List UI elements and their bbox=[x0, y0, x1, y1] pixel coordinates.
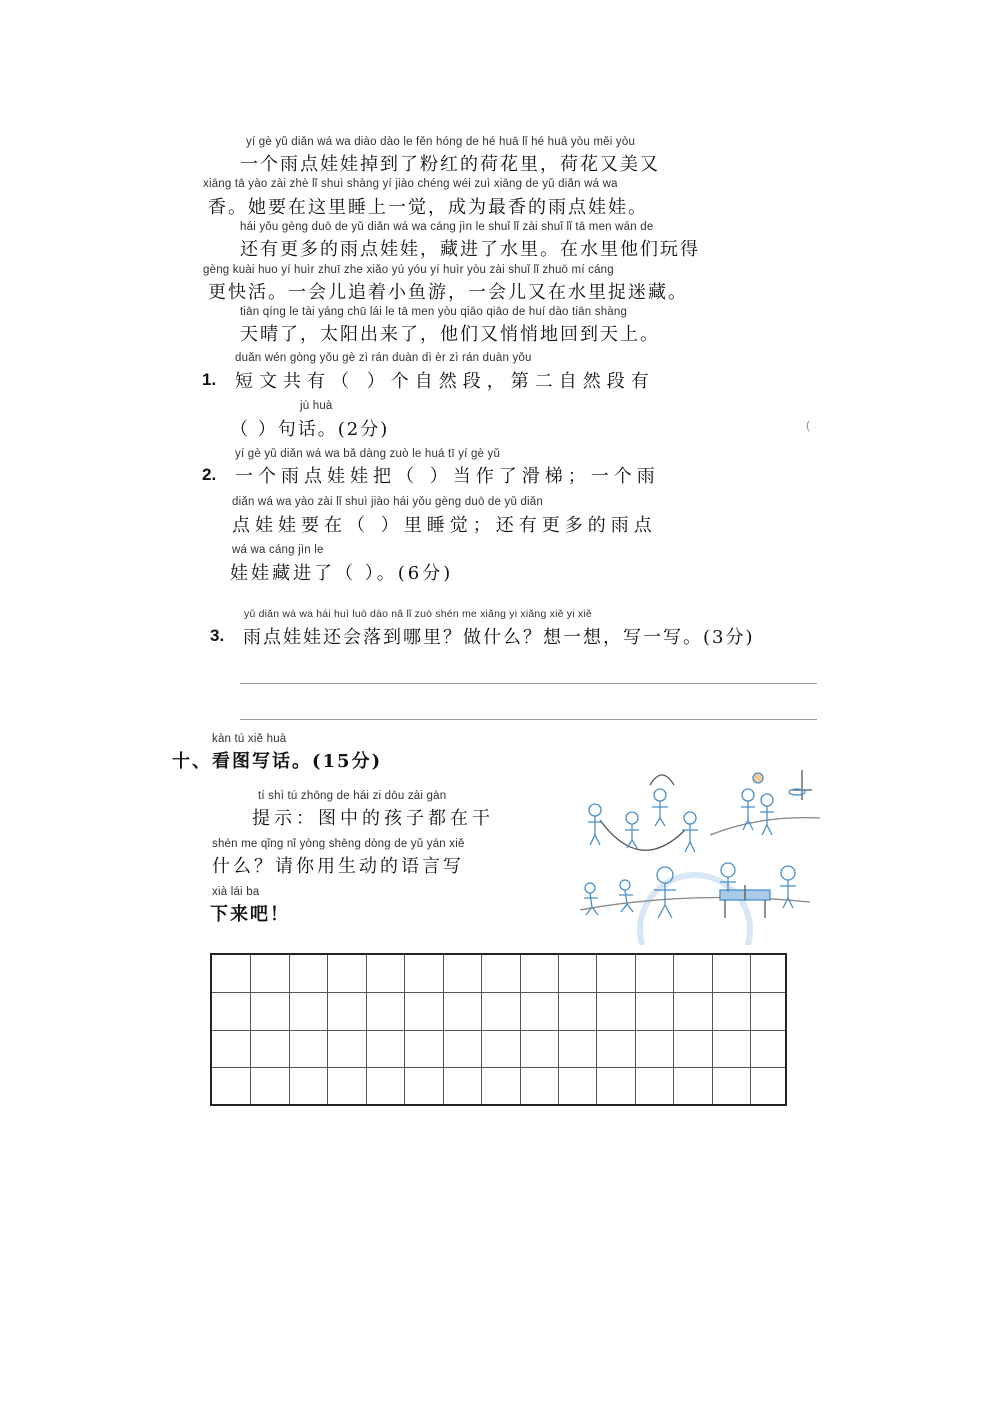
question-2-pinyin-3: wá wa cáng jìn le bbox=[232, 544, 324, 556]
passage-p3-text-1: 天晴了，太阳出来了，他们又悄悄地回到天上。 bbox=[240, 324, 660, 345]
passage-p2-text-1: 还有更多的雨点娃娃，藏进了水里。在水里他们玩得 bbox=[240, 239, 700, 260]
passage-p1-pinyin-2: xiāng tā yào zài zhè lǐ shuì shàng yí jiào chéng wéi zuì xiāng de yǔ diǎn wá wa bbox=[203, 178, 618, 190]
hint-text-3: 下来吧！ bbox=[210, 904, 290, 925]
passage-p3-pinyin-1: tiān qíng le tài yáng chū lái le tā men yòu qiāo qiāo de huí dào tiān shàng bbox=[240, 306, 628, 318]
passage-p1-text-2: 香。她要在这里睡上一觉，成为最香的雨点娃娃。 bbox=[208, 197, 648, 218]
children-playing-illustration bbox=[570, 760, 820, 945]
question-2-text-3[interactable]: 娃娃藏进了（ ）。(6分) bbox=[230, 563, 454, 584]
question-1-pinyin-2: jù huà bbox=[300, 400, 333, 412]
passage-p2-pinyin-2: gèng kuài huo yí huìr zhuī zhe xiǎo yú yóu yí huìr yòu zài shuǐ lǐ zhuō mí cáng bbox=[203, 264, 614, 276]
answer-line-2[interactable] bbox=[240, 719, 817, 720]
question-3-pinyin: yǔ diǎn wá wa hái huì luò dào nǎ lǐ zuò shén me xiǎng yi xiǎng xiě yi xiě bbox=[244, 608, 592, 620]
question-3-number: 3. bbox=[210, 626, 225, 645]
hint-pinyin-3: xià lái ba bbox=[212, 886, 260, 898]
question-1-number: 1. bbox=[202, 370, 217, 389]
writing-grid[interactable] bbox=[210, 953, 787, 1106]
question-2-pinyin-1: yí gè yǔ diǎn wá wa bǎ dàng zuò le huá tī yí gè yǔ bbox=[235, 448, 501, 460]
hint-text-2: 什么？请你用生动的语言写 bbox=[212, 856, 464, 877]
question-1-text-2[interactable]: （ ）句话。(2分) bbox=[230, 419, 390, 440]
tick-mark: ( bbox=[806, 418, 810, 432]
question-1-pinyin-1: duǎn wén gòng yǒu gè zì rán duàn dì èr zì rán duàn yǒu bbox=[235, 352, 532, 364]
answer-line-1[interactable] bbox=[240, 683, 817, 684]
question-2-text-1[interactable]: 一个雨点娃娃把（ ）当作了滑梯；一个雨 bbox=[235, 466, 660, 487]
question-2-pinyin-2: diǎn wá wa yào zài lǐ shuì jiào hái yǒu gèng duō de yǔ diǎn bbox=[232, 496, 544, 508]
passage-p2-text-2: 更快活。一会儿追着小鱼游，一会儿又在水里捉迷藏。 bbox=[208, 282, 688, 303]
question-2-text-2[interactable]: 点娃娃要在（ ）里睡觉；还有更多的雨点 bbox=[232, 515, 657, 536]
passage-p2-pinyin-1: hái yǒu gèng duō de yǔ diǎn wá wa cáng jìn le shuǐ lǐ zài shuǐ lǐ tā men wán de bbox=[240, 221, 654, 233]
question-1-text-1: 短文共有（ ）个自然段，第二自然段有 bbox=[235, 371, 655, 392]
section-10-title-pinyin: kàn tú xiě huà bbox=[212, 733, 287, 745]
passage-p1-text-1: 一个雨点娃娃掉到了粉红的荷花里，荷花又美又 bbox=[240, 154, 660, 175]
question-2-number: 2. bbox=[202, 465, 217, 484]
hint-text-1: 提示：图中的孩子都在干 bbox=[252, 808, 494, 829]
question-3-text: 雨点娃娃还会落到哪里？做什么？想一想，写一写。(3分) bbox=[243, 627, 755, 648]
hint-pinyin-2: shén me qǐng nǐ yòng shēng dòng de yǔ yán xiě bbox=[212, 838, 465, 850]
hint-pinyin-1: tí shì tú zhōng de hái zi dōu zài gàn bbox=[258, 790, 447, 802]
passage-p1-pinyin-1: yí gè yǔ diǎn wá wa diào dào le fěn hóng de hé huā lǐ hé huā yòu měi yòu bbox=[246, 136, 636, 148]
section-10-title: 十、看图写话。(15分) bbox=[172, 751, 383, 772]
